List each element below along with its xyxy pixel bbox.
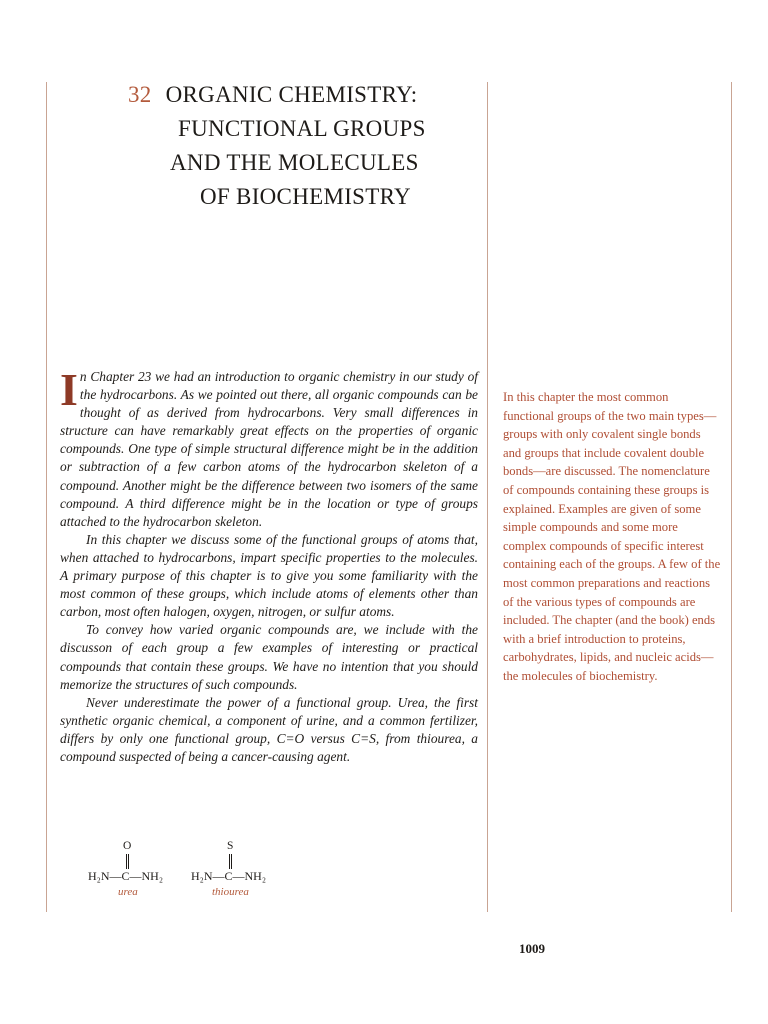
double-bond-icon — [126, 854, 129, 869]
chapter-title-line-2: FUNCTIONAL GROUPS — [178, 116, 426, 141]
chapter-title — [128, 78, 458, 214]
chapter-number: 32 — [128, 82, 152, 107]
body-paragraph-1: In Chapter 23 we had an introduction to organic chemistry in our study of the hydrocarbons. As we pointed out there, all organic compounds can be thought of as derived from hydrocarbons. Very small differences in structure can have remarkably great effects on the properties of organic compounds. One type of simple structural difference might be in the addition or subtraction of a few carbon atoms of the hydrocarbon skeleton of a compound. Another might be the difference between two isomers of the same compound. A third difference might be in the location or type of groups attached to the hydrocarbon skeleton. — [60, 364, 478, 529]
chapter-summary-sidebar — [503, 388, 721, 686]
body-paragraph-3: To convey how varied organic compounds are, we include with the discusson of each group a few examples of interesting or practical compounds that contain these groups. We have no intention that you should memorize the structures of such compounds. — [60, 622, 478, 692]
oxygen-atom: O — [123, 840, 132, 852]
thiourea-formula-row: H₂N—C—NH₂ — [191, 869, 267, 883]
sidebar-summary: In this chapter the most common functional groups of the two main types—groups with only covalent single bonds and groups that include covalent double bonds—are discussed. The nomenclature of compounds containing these groups is explained. Examples are given of some simple compounds and some more complex compounds of specific interest containing each of the groups. A few of the most common preparations and reactions of the various types of compounds are included. The chapter (and the book) ends with a brief introduction to proteins, carbohydrates, lipids, and nucleic acids—the molecules of biochemistry. — [503, 390, 721, 683]
main-body-text — [60, 364, 478, 766]
chapter-title-line-3: AND THE MOLECULES — [170, 150, 419, 175]
chapter-title-line-1: 32 ORGANIC CHEMISTRY: — [128, 82, 418, 107]
body-paragraph-4: Never underestimate the power of a functional group. Urea, the first synthetic organic chemical, a component of urine, and a common fertilizer, differs by only one functional group, C=O versus C=S, from thiourea, a compound suspected of being a cancer-causing agent. — [60, 694, 478, 764]
urea-formula-row: H₂N—C—NH₂ — [88, 869, 164, 883]
chapter-title-line-4: OF BIOCHEMISTRY — [200, 184, 411, 209]
urea-label: urea — [118, 886, 138, 898]
sulfur-atom: S — [227, 840, 234, 852]
page-number: 1009 — [519, 941, 545, 956]
double-bond-icon — [229, 854, 232, 869]
column-divider-rule — [487, 82, 488, 912]
drop-cap: I — [60, 364, 78, 415]
right-margin-rule — [731, 82, 732, 912]
body-paragraph-2: In this chapter we discuss some of the functional groups of atoms that, when attached to hydrocarbons, impart specific properties to the molecules. A primary purpose of this chapter is to give you some familiarity with the most common of these groups, which include atoms of elements other than carbon, most often halogen, oxygen, nitrogen, or sulfur atoms. — [60, 531, 478, 620]
left-margin-rule — [46, 82, 47, 912]
thiourea-label: thiourea — [212, 886, 249, 898]
